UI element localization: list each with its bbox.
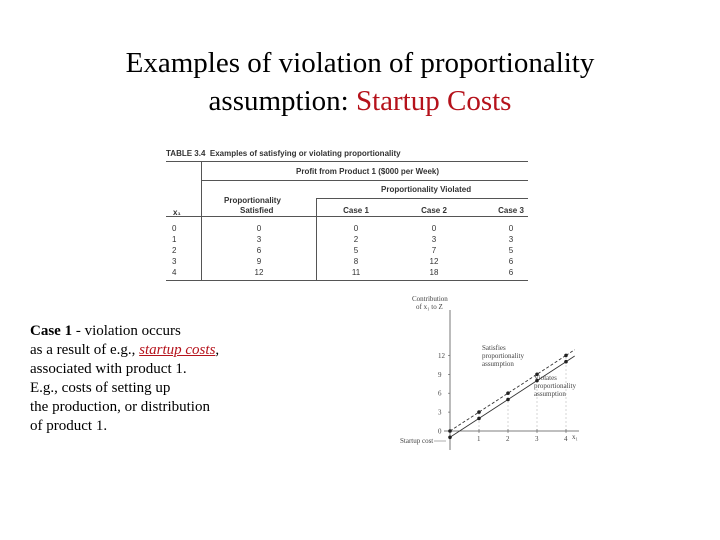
table-cell-case3: 6 <box>508 257 514 266</box>
description-line-1-rest: - violation occurs <box>72 323 181 339</box>
table-cell-case3: 3 <box>508 235 514 244</box>
table-cell-case3: 5 <box>508 246 514 255</box>
table-cell-x: 3 <box>172 257 177 266</box>
y-tick-label: 0 <box>438 427 442 436</box>
data-point <box>506 398 510 402</box>
data-point <box>477 410 481 414</box>
table-figure <box>166 148 528 280</box>
y-tick-label: 3 <box>438 408 442 417</box>
graph-ylabel-1: Contribution <box>412 295 448 303</box>
table-cell-x: 2 <box>172 246 177 255</box>
x-tick-label: 1 <box>477 435 481 443</box>
description-line-6: of product 1. <box>30 418 108 434</box>
title-line-1: Examples of violation of proportionality <box>125 47 595 79</box>
table-cell-case1: 0 <box>353 224 359 233</box>
table-caption-label: TABLE 3.4 <box>166 149 206 158</box>
header-rule-2 <box>316 198 528 199</box>
column-divider <box>316 198 317 280</box>
violates-label-3: assumption <box>534 390 566 398</box>
table-cell-satisfied: 3 <box>256 235 262 244</box>
violates-label-1: Violates <box>534 374 557 382</box>
table-cell-case1: 5 <box>353 246 359 255</box>
data-point <box>564 360 568 364</box>
header-profit: Profit from Product 1 ($000 per Week) <box>296 167 439 176</box>
table-cell-case2: 0 <box>431 224 437 233</box>
header-rule-1 <box>201 180 528 181</box>
title-line-2-prefix: assumption: <box>208 85 356 117</box>
table-bottom-rule <box>166 280 528 281</box>
description-line-2 <box>30 341 290 360</box>
case-description <box>30 322 290 436</box>
header-violated: Proportionality Violated <box>381 185 472 194</box>
table-cell-case2: 7 <box>431 246 437 255</box>
table-cell-case2: 18 <box>429 268 439 277</box>
data-point <box>564 354 568 358</box>
table-cell-case2: 12 <box>429 257 439 266</box>
x-tick-label: 4 <box>564 435 568 443</box>
startup-cost-label: Startup cost <box>400 437 434 445</box>
table-cell-case3: 0 <box>508 224 514 233</box>
table-cell-satisfied: 12 <box>254 268 264 277</box>
description-line-5: the production, or distribution <box>30 399 210 415</box>
table-cell-x: 4 <box>172 268 177 277</box>
case-3-header: Case 3 <box>498 206 524 215</box>
case-2-header: Case 2 <box>421 206 447 215</box>
x-tick-label: 3 <box>535 435 539 443</box>
satisfies-label-1: Satisfies <box>482 344 506 352</box>
description-line-2-prefix: as a result of e.g., <box>30 342 140 358</box>
description-line-4: E.g., costs of setting up <box>30 380 171 396</box>
x-axis-label: x₁ <box>572 433 578 441</box>
description-line-1 <box>30 322 290 341</box>
table-cell-satisfied: 9 <box>256 257 262 266</box>
table-divider <box>201 161 202 280</box>
table-cell-case2: 3 <box>431 235 437 244</box>
table-top-rule <box>166 161 528 162</box>
y-tick-label: 9 <box>438 370 442 379</box>
table-cell-x: 0 <box>172 224 177 233</box>
table-cell-satisfied: 0 <box>256 224 262 233</box>
graph-ylabel-2: of x₁ to Z <box>416 303 443 311</box>
title-accent: Startup Costs <box>355 85 512 117</box>
table-cell-case1: 8 <box>353 257 359 266</box>
table-cell-case1: 11 <box>351 268 361 277</box>
table-cell-satisfied: 6 <box>256 246 262 255</box>
table-caption-text: Examples of satisfying or violating proportionality <box>209 149 401 158</box>
data-point <box>448 429 452 433</box>
data-point <box>477 417 481 421</box>
case-label: Case 1 <box>30 323 73 339</box>
table-cell-case3: 6 <box>508 268 514 277</box>
title-line-2 <box>0 82 720 120</box>
y-tick-label: 12 <box>438 351 445 360</box>
table-cell-x: 1 <box>172 235 177 244</box>
header-satisfied-1: Proportionality <box>224 196 281 205</box>
case-1-header: Case 1 <box>343 206 369 215</box>
header-satisfied-2: Satisfied <box>240 206 274 215</box>
row-header: x₁ <box>173 208 181 217</box>
slide-title <box>0 44 720 120</box>
header-rule-3 <box>166 216 528 217</box>
description-line-2-suffix: , <box>215 342 220 358</box>
data-point <box>506 391 510 395</box>
satisfies-label-3: assumption <box>482 360 514 368</box>
description-line-3: associated with product 1. <box>30 361 187 377</box>
data-point <box>448 436 452 440</box>
y-tick-label: 6 <box>438 389 442 398</box>
satisfies-label-2: proportionality <box>482 352 524 360</box>
table-cell-case1: 2 <box>353 235 359 244</box>
violates-label-2: proportionality <box>534 382 576 390</box>
startup-costs-emphasis: startup costs <box>139 342 216 358</box>
proportionality-graph <box>384 292 598 454</box>
x-tick-label: 2 <box>506 435 510 443</box>
